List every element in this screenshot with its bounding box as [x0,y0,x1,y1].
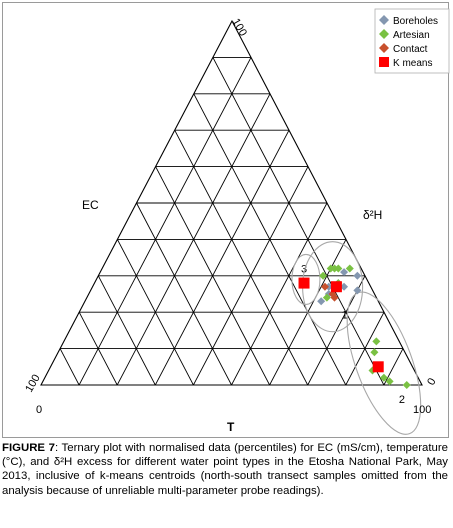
legend-label-boreholes: Boreholes [393,16,439,27]
grid-line [213,57,384,385]
cluster-label-3: 3 [300,263,308,276]
left-corner-label: 100 [23,372,43,395]
legend-label-artesian: Artesian [393,30,430,41]
legend-label-contact: Contact [393,44,428,55]
point-k-means [373,361,384,372]
grid-line [60,349,79,385]
figure-frame [2,2,449,438]
point-k-means [299,278,310,289]
figure-caption [2,441,448,498]
legend-marker-k-means [379,57,389,67]
bottom-left-label: 0 [36,404,43,416]
grid-line [232,203,328,385]
bottom-right-label: 100 [413,404,432,416]
grid-line [137,203,232,385]
point-boreholes [353,286,361,294]
point-artesian [370,348,378,356]
ternary-plot [3,3,450,439]
point-artesian [403,381,411,389]
grid-line [175,130,308,385]
legend-label-k-means: K means [393,58,433,69]
grid-line [79,57,251,385]
caption-text: : Ternary plot with normalised data (percentiles) for EC (mS/cm), temperature (°C), and δ²H excess for different water point types in the Etosha National Park, May 2013, inclusive of k-means centroids (north-south transect samples omitted from the analysis because of unreliable multi-parameter probe readings). [2,442,448,497]
caption-label: FIGURE 7 [2,442,55,454]
grid-line [384,349,403,385]
point-artesian [372,337,380,345]
axis-label-ec: EC [82,198,99,212]
point-boreholes [353,272,361,280]
apex-label: 100 [229,16,249,39]
cluster-label-1: 1 [341,309,348,322]
cluster-label-2: 2 [398,394,406,407]
grid-line [155,130,289,385]
legend [375,9,449,73]
axis-label-h: δ²H [363,208,383,222]
point-k-means [331,281,342,292]
grid-line [98,276,155,385]
right-corner-top-label: 0 [425,376,439,388]
axis-label-t: T [227,420,235,434]
